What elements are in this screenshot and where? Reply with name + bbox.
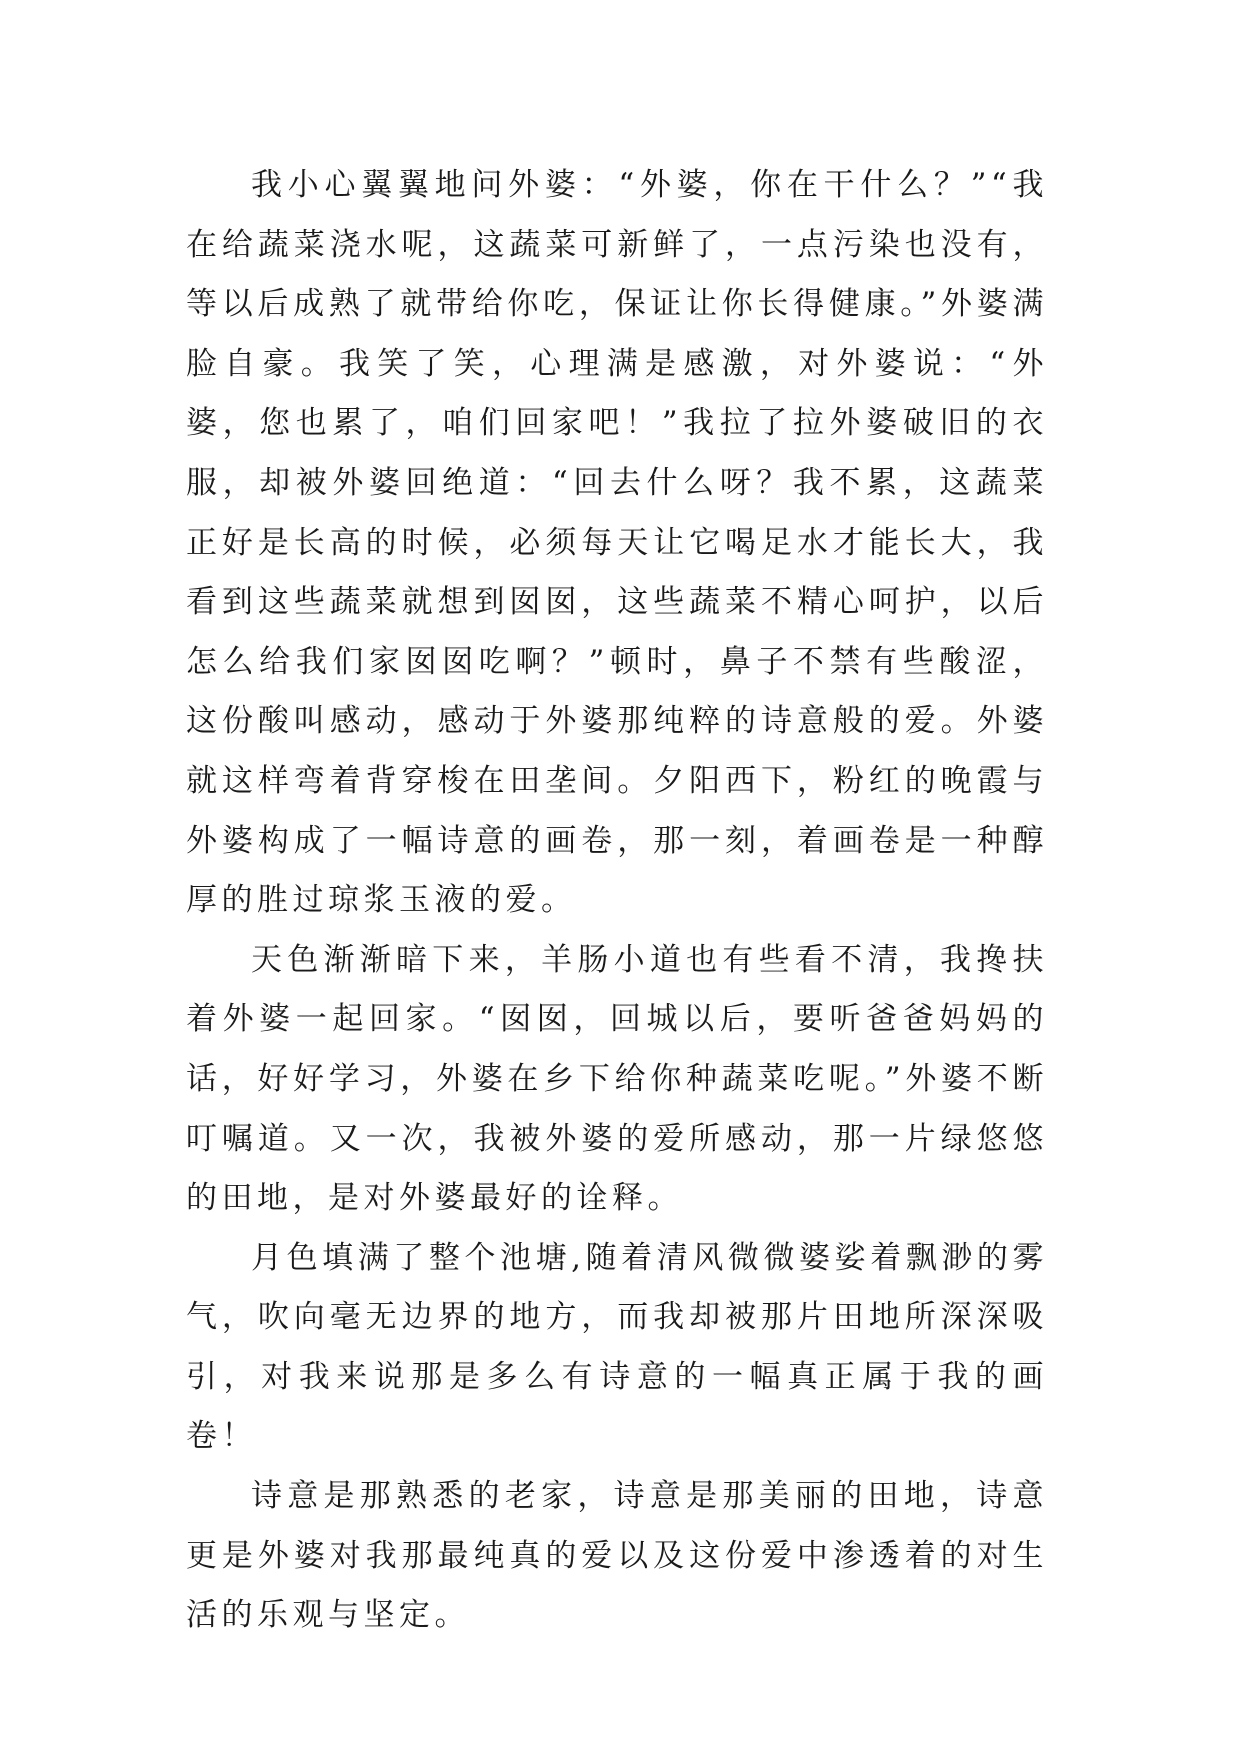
paragraph-1: 我小心翼翼地问外婆：“外婆，你在干什么？”“我在给蔬菜浇水呢，这蔬菜可新鲜了，一点污染也没有，等以后成熟了就带给你吃，保证让你长得健康。”外婆满脸自豪。我笑了笑，心理满是感激，对外婆说：“外婆，您也累了，咱们回家吧！”我拉了拉外婆破旧的衣服，却被外婆回绝道：“回去什么呀？我不累，这蔬菜正好是长高的时候，必须每天让它喝足水才能长大，我看到这些蔬菜就想到囡囡，这些蔬菜不精心呵护，以后怎么给我们家囡囡吃啊？”顿时，鼻子不禁有些酸涩，这份酸叫感动，感动于外婆那纯粹的诗意般的爱。外婆就这样弯着背穿梭在田垄间。夕阳西下，粉红的晚霞与外婆构成了一幅诗意的画卷，那一刻，着画卷是一种醇厚的胜过琼浆玉液的爱。: [186, 167, 1048, 919]
document-body: [186, 156, 1048, 1646]
paragraph-2: 天色渐渐暗下来，羊肠小道也有些看不清，我搀扶着外婆一起回家。“囡囡，回城以后，要听爸爸妈妈的话，好好学习，外婆在乡下给你种蔬菜吃呢。”外婆不断叮嘱道。又一次，我被外婆的爱所感动，那一片绿悠悠的田地，是对外婆最好的诠释。: [186, 941, 1048, 1217]
paragraph-3: 月色填满了整个池塘,随着清风微微婆娑着飘渺的雾气，吹向毫无边界的地方，而我却被那片田地所深深吸引，对我来说那是多么有诗意的一幅真正属于我的画卷！: [186, 1239, 1048, 1455]
paragraph-4: 诗意是那熟悉的老家，诗意是那美丽的田地，诗意更是外婆对我那最纯真的爱以及这份爱中渗透着的对生活的乐观与坚定。: [186, 1478, 1048, 1634]
